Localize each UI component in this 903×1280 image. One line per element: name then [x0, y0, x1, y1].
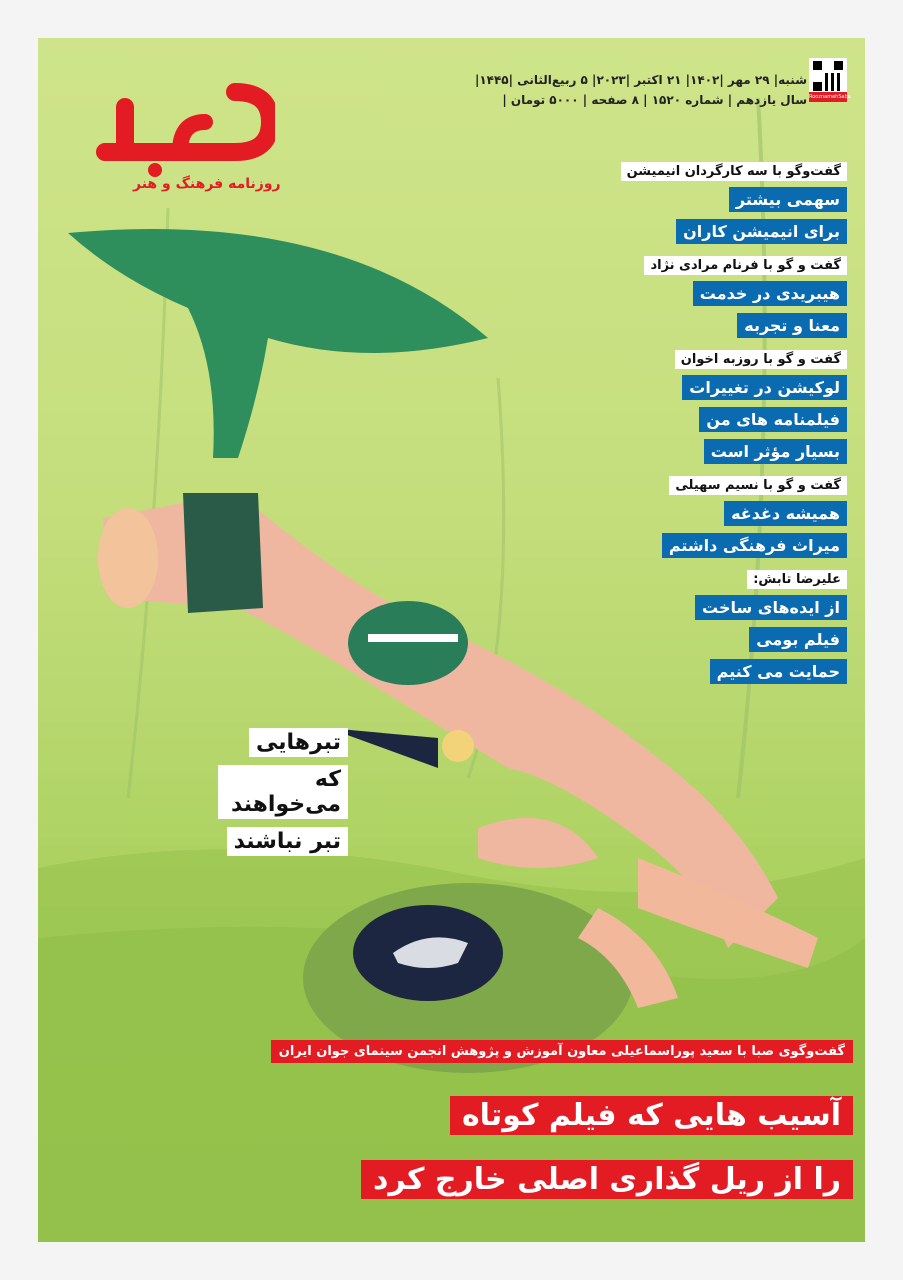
issue-info	[475, 70, 807, 110]
qr-code-icon	[813, 61, 843, 91]
headline-line[interactable]: هیبریدی در خدمت	[693, 281, 847, 306]
headline-kicker: گفت و گو با نسیم سهیلی	[669, 476, 847, 495]
headline-line[interactable]: همیشه دغدغه	[724, 501, 847, 526]
headline-line[interactable]: فیلم بومی	[749, 627, 847, 652]
issue-line: سال یازدهم | شماره ۱۵۲۰ | ۸ صفحه | ۵۰۰۰ تومان |	[502, 93, 807, 107]
date-line: شنبه| ۲۹ مهر |۱۴۰۲| ۲۱ اکتبر |۲۰۲۳| ۵ ربیع‌الثانی |۱۴۴۵|	[474, 73, 807, 87]
quote-line: تبر نباشند	[227, 827, 348, 856]
quote-line: که می‌خواهند	[218, 765, 348, 819]
headline-line[interactable]: سهمی بیشتر	[729, 187, 847, 212]
qr-code[interactable]	[809, 58, 851, 102]
headline-group	[487, 348, 847, 464]
qr-label: RooznamehSaba	[809, 94, 851, 100]
headline-line[interactable]: برای انیمیشن کاران	[676, 219, 847, 244]
headline-group	[487, 160, 847, 244]
cover-quote	[218, 728, 348, 864]
main-title-line-1[interactable]: آسیب هایی که فیلم کوتاه	[450, 1096, 853, 1135]
headline-line[interactable]: معنا و تجربه	[737, 313, 847, 338]
headline-line[interactable]: بسیار مؤثر است	[704, 439, 847, 464]
quote-line: تبرهایی	[249, 728, 348, 757]
headline-group	[487, 474, 847, 558]
headline-kicker: گفت و گو با روزبه اخوان	[675, 350, 847, 369]
saba-logo-mark	[85, 82, 275, 182]
headline-group	[487, 568, 847, 684]
newspaper-cover	[38, 38, 865, 1242]
headline-line[interactable]: حمایت می کنیم	[710, 659, 847, 684]
headline-kicker: گفت و گو با فرنام مرادی نژاد	[644, 256, 847, 275]
headline-column	[487, 160, 847, 694]
masthead-tagline: روزنامه فرهنگ و هنر	[133, 176, 281, 192]
headline-kicker: گفت‌وگو با سه کارگردان انیمیشن	[621, 162, 847, 181]
headline-group	[487, 254, 847, 338]
headline-line[interactable]: میراث فرهنگی داشتم	[662, 533, 847, 558]
headline-line[interactable]: لوکیشن در تغییرات	[682, 375, 847, 400]
subheadline[interactable]: گفت‌وگوی صبا با سعید پوراسماعیلی معاون آموزش و پژوهش انجمن سینمای جوان ایران	[271, 1040, 853, 1063]
main-title-line-2[interactable]: را از ریل گذاری اصلی خارج کرد	[361, 1160, 853, 1199]
headline-line[interactable]: فیلمنامه های من	[699, 407, 847, 432]
headline-kicker: علیرضا تابش:	[747, 570, 847, 589]
headline-line[interactable]: از ایده‌های ساخت	[695, 595, 847, 620]
